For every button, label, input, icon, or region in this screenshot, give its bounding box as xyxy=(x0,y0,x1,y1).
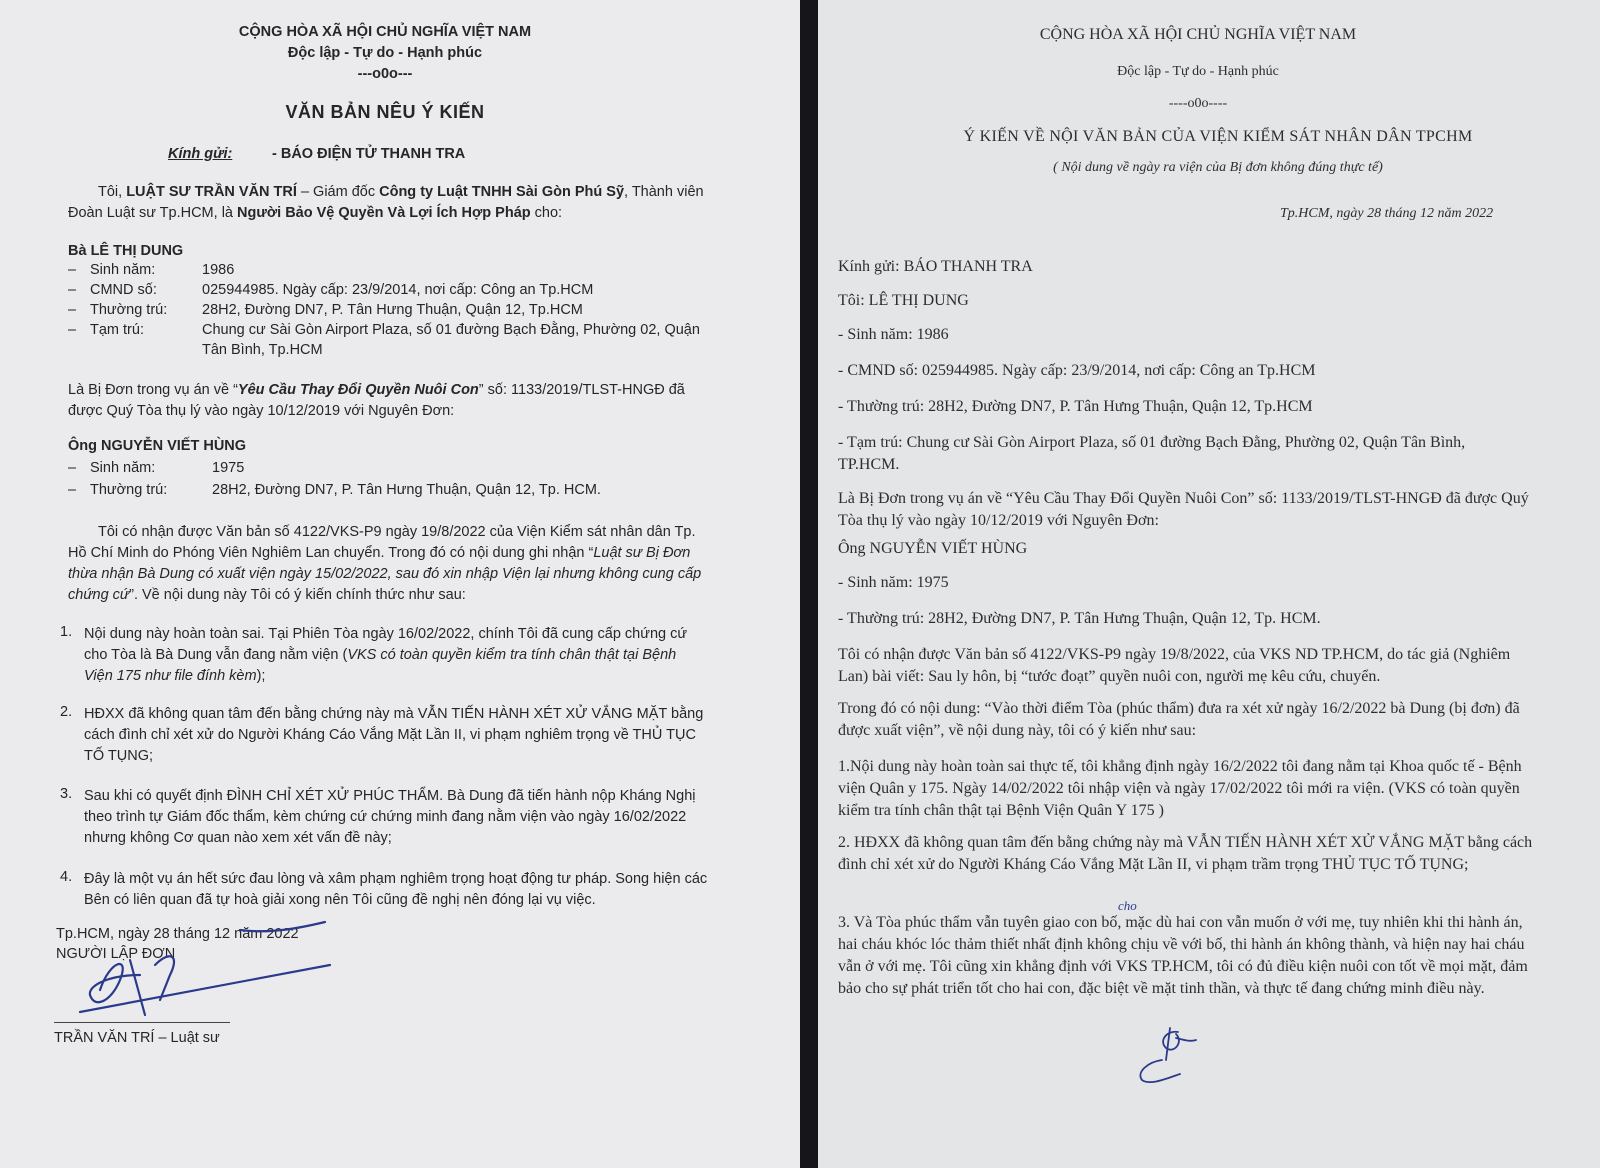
left-defendant-temp-address-cont: Tân Bình, Tp.HCM xyxy=(202,342,323,358)
right-field-temp-address: - Tạm trú: Chung cư Sài Gòn Airport Plaza, số 01 đường Bạch Đằng, Phường 02, Quận Tân Bình, TP.HCM. xyxy=(838,434,1466,473)
left-received: Tôi có nhận được Văn bản số 4122/VKS-P9 ngày 19/8/2022 của Viện Kiểm sát nhân dân Tp. Hồ Chí Minh do Phóng Viên Nghiêm Lan chuyển. Trong đó có nội dung ghi nhận “Luật sư Bị Đơn thừa nhận Bà Dung có xuất viện ngày 15/02/2022, sau đó xin nhập Viện lại nhưng không cung cấp chứng cứ”. Về nội dung này Tôi có ý kiến chính thức như sau: xyxy=(68,524,702,603)
right-point-1: 1.Nội dung này hoàn toàn sai thực tế, tôi khẳng định ngày 16/2/2022 tôi đang nằm tại Khoa quốc tế - Bệnh viện Quân y 175. Ngày 14/02/2022 tôi nhập viện và ngày 17/02/2022 tôi mới ra viện. (VKS có toàn quyền kiểm tra tính chân thật tại Bệnh Viện Quân Y 175 ) xyxy=(838,758,1522,819)
right-header-country: CỘNG HÒA XÃ HỘI CHỦ NGHĨA VIỆT NAM xyxy=(1039,26,1357,43)
right-point-2: 2. HĐXX đã không quan tâm đến bằng chứng này mà VẪN TIẾN HÀNH XÉT XỬ VẮNG MẶT bằng cách đình chỉ xét xử do Người Kháng Cáo Vắng Mặt Lần II, vi phạm trầm trọng THỦ TỤC TỐ TỤNG; xyxy=(838,834,1533,873)
left-point-4: Đây là một vụ án hết sức đau lòng và xâm phạm nghiêm trọng hoạt động tư pháp. Song hiện các Bên có liên quan đã tự hoà giải xong nên Tôi cũng đề nghị nên đóng lại vụ việc. xyxy=(84,871,708,908)
left-defendant-dob: – Sinh năm: 1986 xyxy=(68,262,235,278)
left-point-1: Nội dung này hoàn toàn sai. Tại Phiên Tòa ngày 16/02/2022, chính Tôi đã cung cấp chứng cứ cho Tòa là Bà Dung vẫn đang nằm viện (VKS có toàn quyền kiểm tra tính chân thật tại Bệnh Viện 175 như file đính kèm); xyxy=(84,626,688,684)
right-sender: Tôi: LÊ THỊ DUNG xyxy=(838,292,969,309)
right-plaintiff-name: Ông NGUYỄN VIẾT HÙNG xyxy=(838,540,1028,557)
left-plaintiff-address: – Thường trú: 28H2, Đường DN7, P. Tân Hưng Thuận, Quận 12, Tp. HCM. xyxy=(68,482,601,498)
right-received: Tôi có nhận được Văn bản số 4122/VKS-P9 ngày 19/8/2022, của VKS ND TP.HCM, do tác giả (Nghiêm Lan) bài viết: Sau ly hôn, bị “tước đoạt” quyền nuôi con, người mẹ kêu cứu, chuyển. xyxy=(838,646,1511,685)
left-point-3-number: 3. xyxy=(60,786,73,802)
lawyer-signature xyxy=(60,920,350,1030)
left-header-country: CỘNG HÒA XÃ HỘI CHỦ NGHĨA VIỆT NAM xyxy=(238,24,532,40)
left-defendant-id: – CMND số: 025944985. Ngày cấp: 23/9/2014, nơi cấp: Công an Tp.HCM xyxy=(68,282,594,298)
left-recipient-value: - BÁO ĐIỆN TỬ THANH TRA xyxy=(272,146,466,162)
left-defendant-address: – Thường trú: 28H2, Đường DN7, P. Tân Hưng Thuận, Quận 12, Tp.HCM xyxy=(68,302,583,318)
right-document-page xyxy=(818,0,1600,1168)
left-point-2-number: 2. xyxy=(60,704,73,720)
left-header-separator: ---o0o--- xyxy=(357,66,413,82)
left-signer-name: TRẦN VĂN TRÍ – Luật sư xyxy=(54,1030,220,1046)
left-signer-title: NGƯỜI LẬP ĐƠN xyxy=(56,946,176,962)
right-title: Ý KIẾN VỀ NỘI VĂN BẢN CỦA VIỆN KIỂM SÁT NHÂN DÂN TPCHM xyxy=(963,128,1473,145)
right-field-address: - Thường trú: 28H2, Đường DN7, P. Tân Hưng Thuận, Quận 12, Tp.HCM xyxy=(838,398,1313,415)
left-date: Tp.HCM, ngày 28 tháng 12 năm 2022 xyxy=(56,926,299,942)
right-header-separator: ----o0o---- xyxy=(1168,96,1228,111)
left-point-2: HĐXX đã không quan tâm đến bằng chứng này mà VẪN TIẾN HÀNH XÉT XỬ VẮNG MẶT bằng cách đình chỉ xét xử do Người Kháng Cáo Vắng Mặt Lần II, vi phạm nghiêm trọng về THỦ TỤC TỐ TỤNG; xyxy=(84,706,704,764)
right-plaintiff-dob: - Sinh năm: 1975 xyxy=(838,574,949,591)
left-title: VĂN BẢN NÊU Ý KIẾN xyxy=(285,102,485,122)
signature-line xyxy=(54,1022,230,1023)
right-plaintiff-address: - Thường trú: 28H2, Đường DN7, P. Tân Hưng Thuận, Quận 12, Tp. HCM. xyxy=(838,610,1321,627)
left-recipient-label: Kính gửi: xyxy=(168,146,233,162)
left-point-4-number: 4. xyxy=(60,869,73,885)
right-handwritten-note: cho xyxy=(1118,898,1137,913)
left-header-motto: Độc lập - Tự do - Hạnh phúc xyxy=(287,45,483,61)
defendant-signature xyxy=(1118,1020,1208,1090)
right-recipient: Kính gửi: BÁO THANH TRA xyxy=(838,258,1033,275)
left-plaintiff-dob: – Sinh năm: 1975 xyxy=(68,460,245,476)
right-case: Là Bị Đơn trong vụ án về “Yêu Cầu Thay Đổi Quyền Nuôi Con” số: 1133/2019/TLST-HNGĐ đã được Quý Tòa thụ lý vào ngày 10/12/2019 với Nguyên Đơn: xyxy=(838,490,1529,529)
right-field-dob: - Sinh năm: 1986 xyxy=(838,326,949,343)
left-plaintiff-name: Ông NGUYỄN VIẾT HÙNG xyxy=(68,438,247,454)
left-defendant-temp-address: – Tạm trú: Chung cư Sài Gòn Airport Plaza, số 01 đường Bạch Đằng, Phường 02, Quận xyxy=(68,322,700,338)
right-content: Trong đó có nội dung: “Vào thời điểm Tòa (phúc thẩm) đưa ra xét xử ngày 16/2/2022 bà Dung (bị đơn) đã được xuất viện”, về nội dung này, tôi có ý kiến như sau: xyxy=(838,700,1520,739)
page-divider xyxy=(800,0,818,1168)
left-defendant-name: Bà LÊ THỊ DUNG xyxy=(68,243,184,259)
right-field-id: - CMND số: 025944985. Ngày cấp: 23/9/2014, nơi cấp: Công an Tp.HCM xyxy=(838,362,1316,379)
left-case: Là Bị Đơn trong vụ án về “Yêu Cầu Thay Đổi Quyền Nuôi Con” số: 1133/2019/TLST-HNGĐ đã được Quý Tòa thụ lý vào ngày 10/12/2019 với Nguyên Đơn: xyxy=(68,382,685,419)
right-date: Tp.HCM, ngày 28 tháng 12 năm 2022 xyxy=(1280,206,1494,221)
left-point-1-number: 1. xyxy=(60,624,73,640)
right-subtitle: ( Nội dung về ngày ra viện của Bị đơn không đúng thực tế) xyxy=(1053,160,1383,175)
left-intro: Tôi, LUẬT SƯ TRẦN VĂN TRÍ – Giám đốc Công ty Luật TNHH Sài Gòn Phú Sỹ, Thành viên Đoàn Luật sư Tp.HCM, là Người Bảo Vệ Quyền Và Lợi Ích Hợp Pháp cho: xyxy=(68,184,704,221)
right-point-3: 3. Và Tòa phúc thẩm vẫn tuyên giao con bố, mặc dù hai con vẫn muốn ở với mẹ, tuy nhiên khi thi hành án, hai cháu khóc lóc thảm thiết nhất định không chịu về với bố, thi hành án không thành, và hiện nay hai cháu vẫn ở với mẹ. Tôi cũng xin khẳng định với VKS TP.HCM, tôi có đủ điều kiện nuôi con tốt về mọi mặt, đảm bảo cho sự phát triển tốt cho hai con, đặc biệt về mặt tinh thần, và thực tế đang chứng minh điều này. xyxy=(838,914,1528,997)
right-header-motto: Độc lập - Tự do - Hạnh phúc xyxy=(1117,64,1279,79)
left-point-3: Sau khi có quyết định ĐÌNH CHỈ XÉT XỬ PHÚC THẨM. Bà Dung đã tiến hành nộp Kháng Nghị theo trình tự Giám đốc thẩm, kèm chứng cứ chứng minh đang nằm viện vào ngày 16/02/2022 nhưng không Cơ quan nào xem xét vấn đề này; xyxy=(84,788,696,846)
